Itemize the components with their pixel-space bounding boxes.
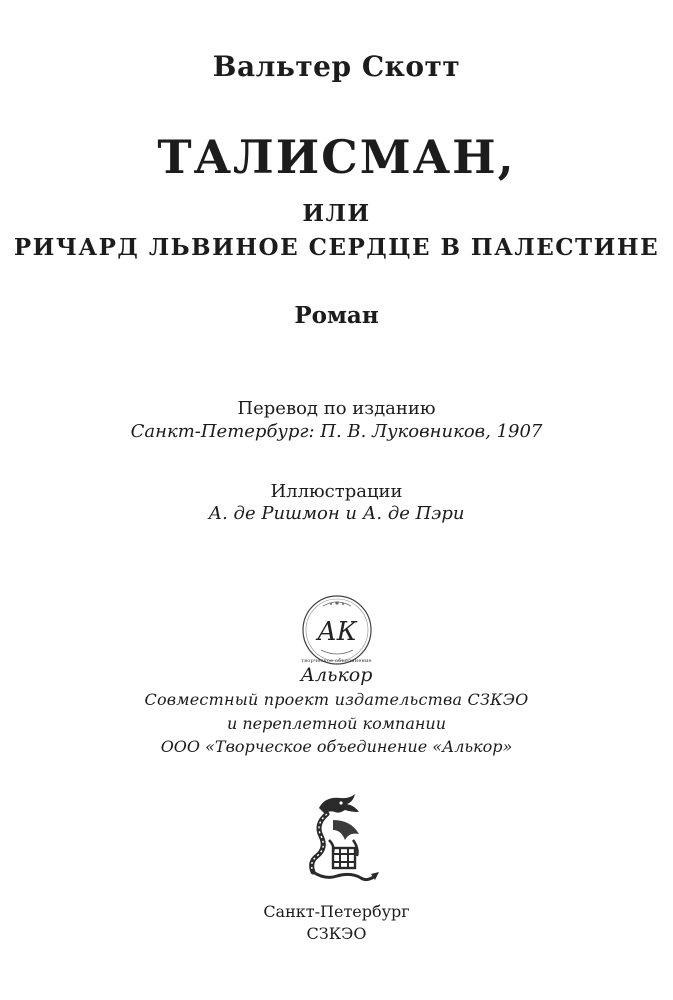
publishing-house: СЗКЭО (306, 924, 367, 943)
illustrators-names: А. де Ришмон и А. де Пэри (208, 503, 465, 524)
translation-label: Перевод по изданию (237, 398, 436, 419)
translation-source: Санкт-Петербург: П. В. Луковников, 1907 (130, 421, 543, 442)
dragon-emblem-icon (289, 790, 385, 886)
genre-label: Роман (294, 302, 379, 329)
cooperation-line-1: Совместный проект издательства СЗКЭО (144, 690, 529, 709)
cooperation-line-3: ООО «Творческое объединение «Алькор» (160, 737, 513, 756)
illustrations-label: Иллюстрации (270, 481, 403, 502)
book-title: ТАЛИСМАН, (157, 130, 516, 184)
cooperation-line-2: и переплетной компании (226, 714, 446, 733)
author-name: Вальтер Скотт (212, 50, 461, 83)
ak-monogram-icon (299, 592, 375, 668)
publication-city: Санкт-Петербург (263, 902, 410, 921)
title-conjunction: ИЛИ (302, 200, 371, 227)
publisher-name: Алькор (300, 664, 373, 686)
publisher-monogram: АК (317, 617, 357, 647)
book-subtitle: РИЧАРД ЛЬВИНОЕ СЕРДЦЕ В ПАЛЕСТИНЕ (13, 234, 660, 261)
publisher-tagline: творческое объединение (301, 658, 372, 664)
